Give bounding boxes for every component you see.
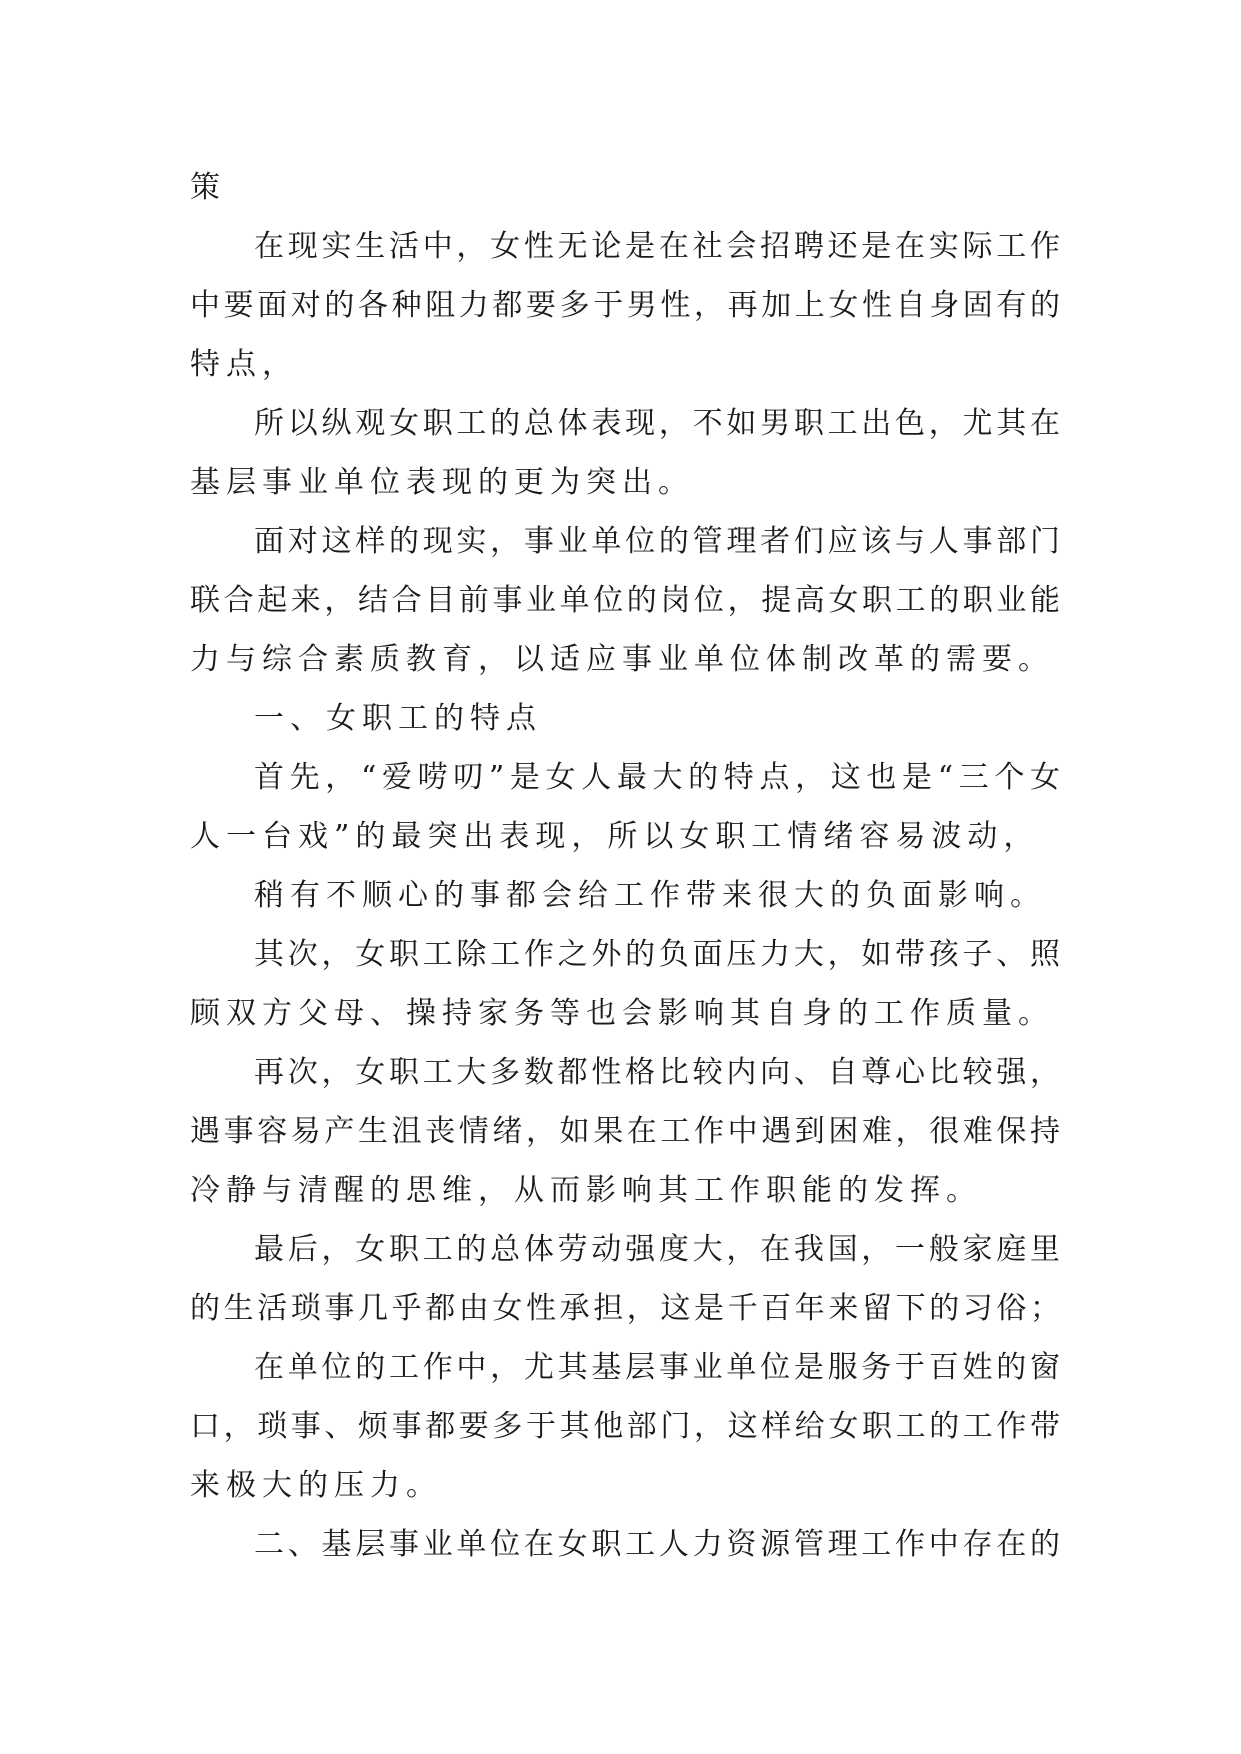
text-line: 口，琐事、烦事都要多于其他部门，这样给女职工的工作带 <box>190 1409 1060 1444</box>
text-line: 联合起来，结合目前事业单位的岗位，提高女职工的职业能 <box>190 583 1060 618</box>
text-line: 基层事业单位表现的更为突出。 <box>190 465 694 500</box>
text-line: 策 <box>190 170 226 205</box>
document-body <box>190 158 1060 1574</box>
text-line: 面对这样的现实，事业单位的管理者们应该与人事部门 <box>254 524 1060 559</box>
text-line: 最后，女职工的总体劳动强度大，在我国，一般家庭里 <box>254 1232 1060 1267</box>
section-heading: 二、基层事业单位在女职工人力资源管理工作中存在的 <box>254 1527 1060 1562</box>
text-line: 冷静与清醒的思维，从而影响其工作职能的发挥。 <box>190 1173 982 1208</box>
text-line: 其次，女职工除工作之外的负面压力大，如带孩子、照 <box>254 937 1060 972</box>
text-line: 遇事容易产生沮丧情绪，如果在工作中遇到困难，很难保持 <box>190 1114 1060 1149</box>
text-line: 人一台戏”的最突出表现，所以女职工情绪容易波动， <box>190 819 1040 854</box>
text-line: 所以纵观女职工的总体表现，不如男职工出色，尤其在 <box>254 406 1060 441</box>
text-line: 首先，“爱唠叨”是女人最大的特点，这也是“三个女 <box>254 760 1060 795</box>
text-line: 中要面对的各种阻力都要多于男性，再加上女性自身固有的 <box>190 288 1060 323</box>
text-line: 稍有不顺心的事都会给工作带来很大的负面影响。 <box>254 878 1046 913</box>
text-line: 顾双方父母、操持家务等也会影响其自身的工作质量。 <box>190 996 1054 1031</box>
text-line: 力与综合素质教育，以适应事业单位体制改革的需要。 <box>190 642 1054 677</box>
text-line: 特点， <box>190 347 298 382</box>
text-line: 的生活琐事几乎都由女性承担，这是千百年来留下的习俗； <box>190 1291 1060 1326</box>
text-line: 再次，女职工大多数都性格比较内向、自尊心比较强， <box>254 1055 1060 1090</box>
section-heading: 一、女职工的特点 <box>254 701 542 736</box>
text-line: 在单位的工作中，尤其基层事业单位是服务于百姓的窗 <box>254 1350 1060 1385</box>
text-line: 在现实生活中，女性无论是在社会招聘还是在实际工作 <box>254 229 1060 264</box>
text-line: 来极大的压力。 <box>190 1468 442 1503</box>
